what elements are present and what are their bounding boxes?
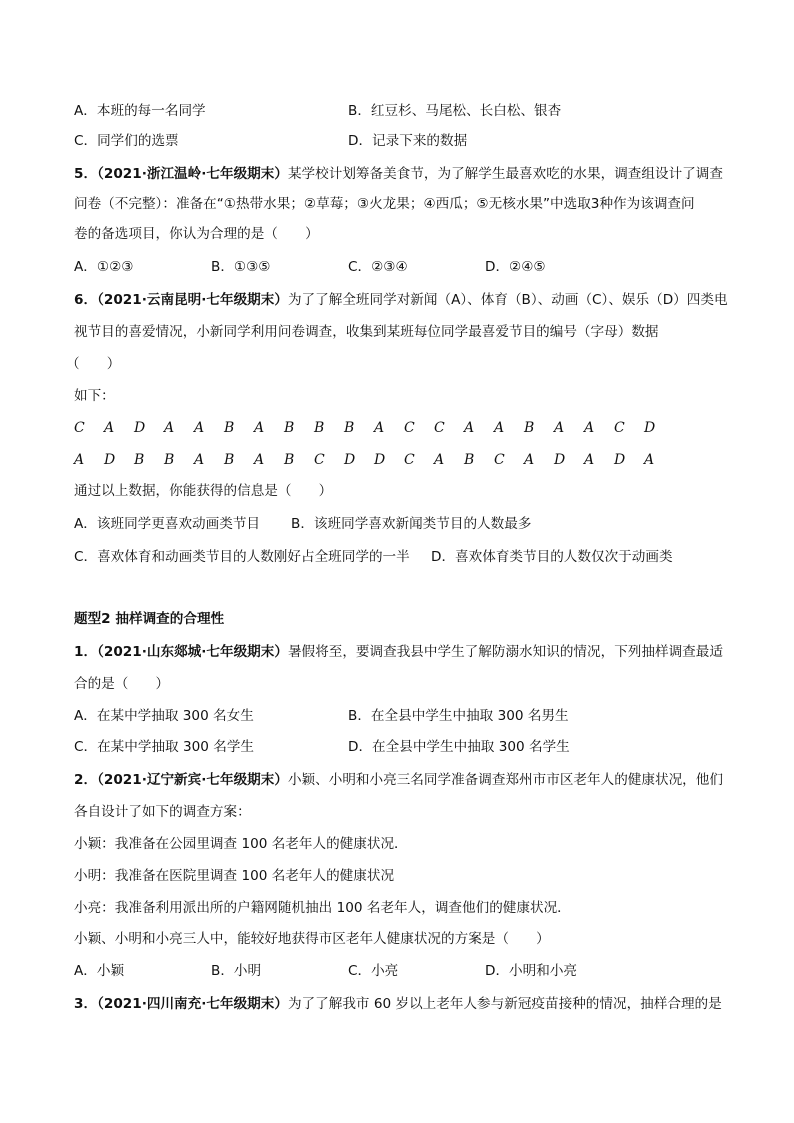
s2-number: 2． (74, 772, 98, 788)
q6-source: （2021·云南昆明·七年级期末） (97, 292, 288, 308)
q6-line2: 视节目的喜爱情况，小新同学利用问卷调查，收集到某班每位同学最喜爱节目的编号（字母）数据 (74, 324, 659, 340)
s2-option-c: C．小亮 (348, 963, 399, 979)
s1-line1 (74, 642, 723, 662)
s3-source: （2021·四川南充·七年级期末） (97, 996, 288, 1012)
data-letter: B (224, 420, 235, 436)
s3-text-1: 为了了解我市 60 岁以上老年人参与新冠疫苗接种的情况，抽样合理的是 (287, 996, 722, 1012)
q5-line2: 问卷（不完整）：准备在“①热带水果；②草莓；③火龙果；④西瓜；⑤无核水果”中选取3种作为该调查问 (74, 196, 695, 212)
q5-number: 5． (74, 166, 98, 182)
data-letter: B (344, 420, 355, 436)
q6-paren: （ ） (66, 356, 121, 372)
s1-option-a: A．在某中学抽取 300 名女生 (74, 708, 254, 724)
option-d: D．记录下来的数据 (348, 133, 468, 149)
data-letter: D (614, 452, 626, 468)
s1-source: （2021·山东郯城·七年级期末） (97, 644, 288, 660)
q5-text-1: 某学校计划筹备美食节，为了解学生最喜欢吃的水果，调查组设计了调查 (287, 166, 723, 182)
q6-number: 6． (74, 292, 98, 308)
data-letter: B (284, 452, 295, 468)
q5-source: （2021·浙江温岭·七年级期末） (97, 166, 288, 182)
data-letter: D (374, 452, 386, 468)
s2-line1 (74, 770, 723, 790)
data-letter: C (404, 452, 415, 468)
s2-option-b: B．小明 (211, 963, 262, 979)
q6-line1 (74, 290, 728, 310)
q6-line4: 通过以上数据，你能获得的信息是（ ） (74, 483, 333, 499)
option-a: A．本班的每一名同学 (74, 103, 206, 119)
option-b: B．红豆杉、马尾松、长白松、银杏 (348, 103, 562, 119)
s1-option-d: D．在全县中学生中抽取 300 名学生 (348, 739, 570, 755)
data-letter: C (404, 420, 415, 436)
data-letter: C (74, 420, 85, 436)
data-letter: B (284, 420, 295, 436)
q6-text-1: 为了了解全班同学对新闻（A）、体育（B）、动画（C）、娱乐（D）四类电 (287, 292, 728, 308)
data-letter: A (464, 420, 475, 436)
data-letter: A (524, 452, 535, 468)
s2-option-a: A．小颖 (74, 963, 125, 979)
data-letter: A (74, 452, 85, 468)
s1-line2: 合的是（ ） (74, 676, 170, 692)
option-c: C．同学们的选票 (74, 133, 179, 149)
q5-option-d: D．②④⑤ (485, 259, 546, 275)
q6-option-d: D．喜欢体育类节目的人数仅次于动画类 (431, 549, 673, 565)
s1-option-c: C．在某中学抽取 300 名学生 (74, 739, 255, 755)
data-letter: B (464, 452, 475, 468)
data-letter: B (134, 452, 145, 468)
data-letter: D (554, 452, 566, 468)
data-letter: D (134, 420, 146, 436)
s2-source: （2021·辽宁新宾·七年级期末） (97, 772, 288, 788)
s1-option-b: B．在全县中学生中抽取 300 名男生 (348, 708, 569, 724)
data-letter: A (104, 420, 115, 436)
q6-option-a: A．该班同学更喜欢动画类节目 (74, 516, 261, 532)
s2-text-1: 小颖、小明和小亮三名同学准备调查郑州市市区老年人的健康状况，他们 (287, 772, 723, 788)
q6-option-c: C．喜欢体育和动画类节目的人数刚好占全班同学的一半 (74, 549, 410, 565)
s2-line4: 小明：我准备在医院里调查 100 名老年人的健康状况 (74, 868, 395, 884)
s2-line6: 小颖、小明和小亮三人中，能较好地获得市区老年人健康状况的方案是（ ） (74, 931, 550, 947)
q6-line3: 如下： (74, 388, 115, 404)
section-heading: 题型2 抽样调查的合理性 (74, 611, 225, 627)
data-letter: A (254, 420, 265, 436)
data-letter: A (194, 420, 205, 436)
data-letter: B (524, 420, 535, 436)
q5-option-b: B．①③⑤ (211, 259, 271, 275)
data-letter: A (554, 420, 565, 436)
q5-option-c: C．②③④ (348, 259, 408, 275)
s2-option-d: D．小明和小亮 (485, 963, 578, 979)
data-letter: A (584, 420, 595, 436)
s2-line3: 小颖：我准备在公园里调查 100 名老年人的健康状况． (74, 836, 408, 852)
s2-line5: 小亮：我准备利用派出所的户籍网随机抽出 100 名老年人，调查他们的健康状况． (74, 900, 571, 916)
q6-option-b: B．该班同学喜欢新闻类节目的人数最多 (291, 516, 532, 532)
q5-option-a: A．①②③ (74, 259, 134, 275)
data-letter: B (164, 452, 175, 468)
data-letter: A (494, 420, 505, 436)
data-letter: A (584, 452, 595, 468)
s3-number: 3． (74, 996, 98, 1012)
data-letter: B (314, 420, 325, 436)
data-letter: B (224, 452, 235, 468)
data-letter: A (164, 420, 175, 436)
data-letter: A (374, 420, 385, 436)
data-letter: D (344, 452, 356, 468)
data-letter: C (494, 452, 505, 468)
data-letter: C (614, 420, 625, 436)
s3-line1 (74, 994, 722, 1014)
data-letter: C (314, 452, 325, 468)
data-letter: D (644, 420, 656, 436)
data-letter: A (434, 452, 445, 468)
data-letter: A (254, 452, 265, 468)
data-letter: D (104, 452, 116, 468)
data-letter: C (434, 420, 445, 436)
q5-line3: 卷的备选项目，你认为合理的是（ ） (74, 226, 319, 242)
s1-text-1: 暑假将至，要调查我县中学生了解防溺水知识的情况，下列抽样调查最适 (287, 644, 723, 660)
s1-number: 1． (74, 644, 98, 660)
data-letter: A (194, 452, 205, 468)
s2-line2: 各自设计了如下的调查方案： (74, 804, 251, 820)
q5-line1 (74, 164, 723, 184)
data-letter: A (644, 452, 655, 468)
